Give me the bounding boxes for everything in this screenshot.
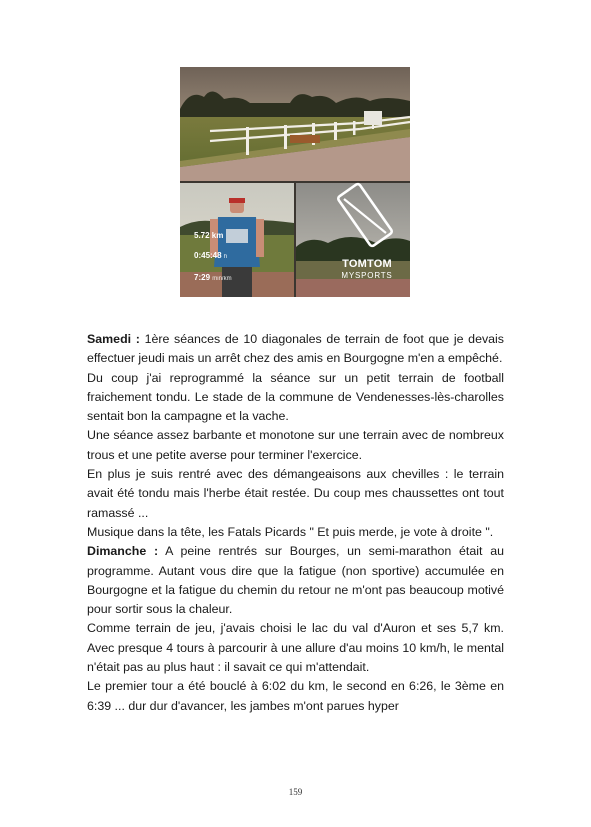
paragraph <box>87 542 504 619</box>
paragraph <box>87 677 504 716</box>
overlay-time-unit: h <box>223 254 228 260</box>
paragraph-text: Musique dans la tête, les Fatals Picards " Et puis merde, je vote à droite ". <box>87 524 494 539</box>
paragraph-text: 1ère séances de 10 diagonales de terrain de foot que je devais effectuer jeudi mais un arrêt chez des amis en Bourgogne m'en a empêché. <box>87 332 504 366</box>
brand-sub: MYSPORTS <box>341 271 393 280</box>
overlay-time-value: 0:45:48 <box>194 251 222 260</box>
overlay-pace-value: 7:29 <box>194 273 211 282</box>
body-text <box>87 330 504 716</box>
paragraph <box>87 369 504 427</box>
overlay-pace <box>194 273 232 282</box>
paragraph-lead: Dimanche : <box>87 544 159 559</box>
overlay-time <box>194 251 227 260</box>
tomtom-brand <box>327 258 407 280</box>
paragraph <box>87 523 504 542</box>
paragraph-text: En plus je suis rentré avec des démangeaisons aux chevilles : le terrain avait été tondu mais l'herbe était restée. Du coup mes chaussettes ont tout ramassé ... <box>87 467 504 520</box>
photo-collage <box>180 67 410 297</box>
paragraph-text: A peine rentrés sur Bourges, un semi-marathon était au programme. Autant vous dire que la fatigue (non sportive) accumulée en Bourgogne et la fatigue du chemin du retour ne m'ont pas beaucoup motivé pour sortir sous la chaleur. <box>87 544 504 617</box>
paragraph <box>87 426 504 465</box>
paragraph <box>87 465 504 523</box>
paragraph <box>87 330 504 369</box>
overlay-pace-unit: min/km <box>212 276 232 282</box>
overlay-distance: 5.72 km <box>194 231 224 240</box>
brand-name: TOMTOM <box>342 258 392 270</box>
paragraph-text: Le premier tour a été bouclé à 6:02 du km, le second en 6:26, le 3ème en 6:39 ... dur dur d'avancer, les jambes m'ont parues hyper <box>87 679 504 713</box>
paragraph <box>87 619 504 677</box>
page-number: 159 <box>288 787 303 797</box>
paragraph-text: Comme terrain de jeu, j'avais choisi le lac du val d'Auron et ses 5,7 km. Avec presque 4 tours à parcourir à une allure d'au moins 10 km/h, le mental n'était pas au plus haut : il savait ce qui m'attendait. <box>87 621 504 675</box>
paragraph-text: Du coup j'ai reprogrammé la séance sur un petit terrain de football fraichement tondu. Le stade de la commune de Vendenesses-lès-charolles sentait bon la campagne et la vache. <box>87 370 504 424</box>
paragraph-lead: Samedi : <box>87 332 140 346</box>
paragraph-text: Une séance assez barbante et monotone sur une terrain avec de nombreux trous et une petite averse pour terminer l'exercice. <box>87 428 504 462</box>
